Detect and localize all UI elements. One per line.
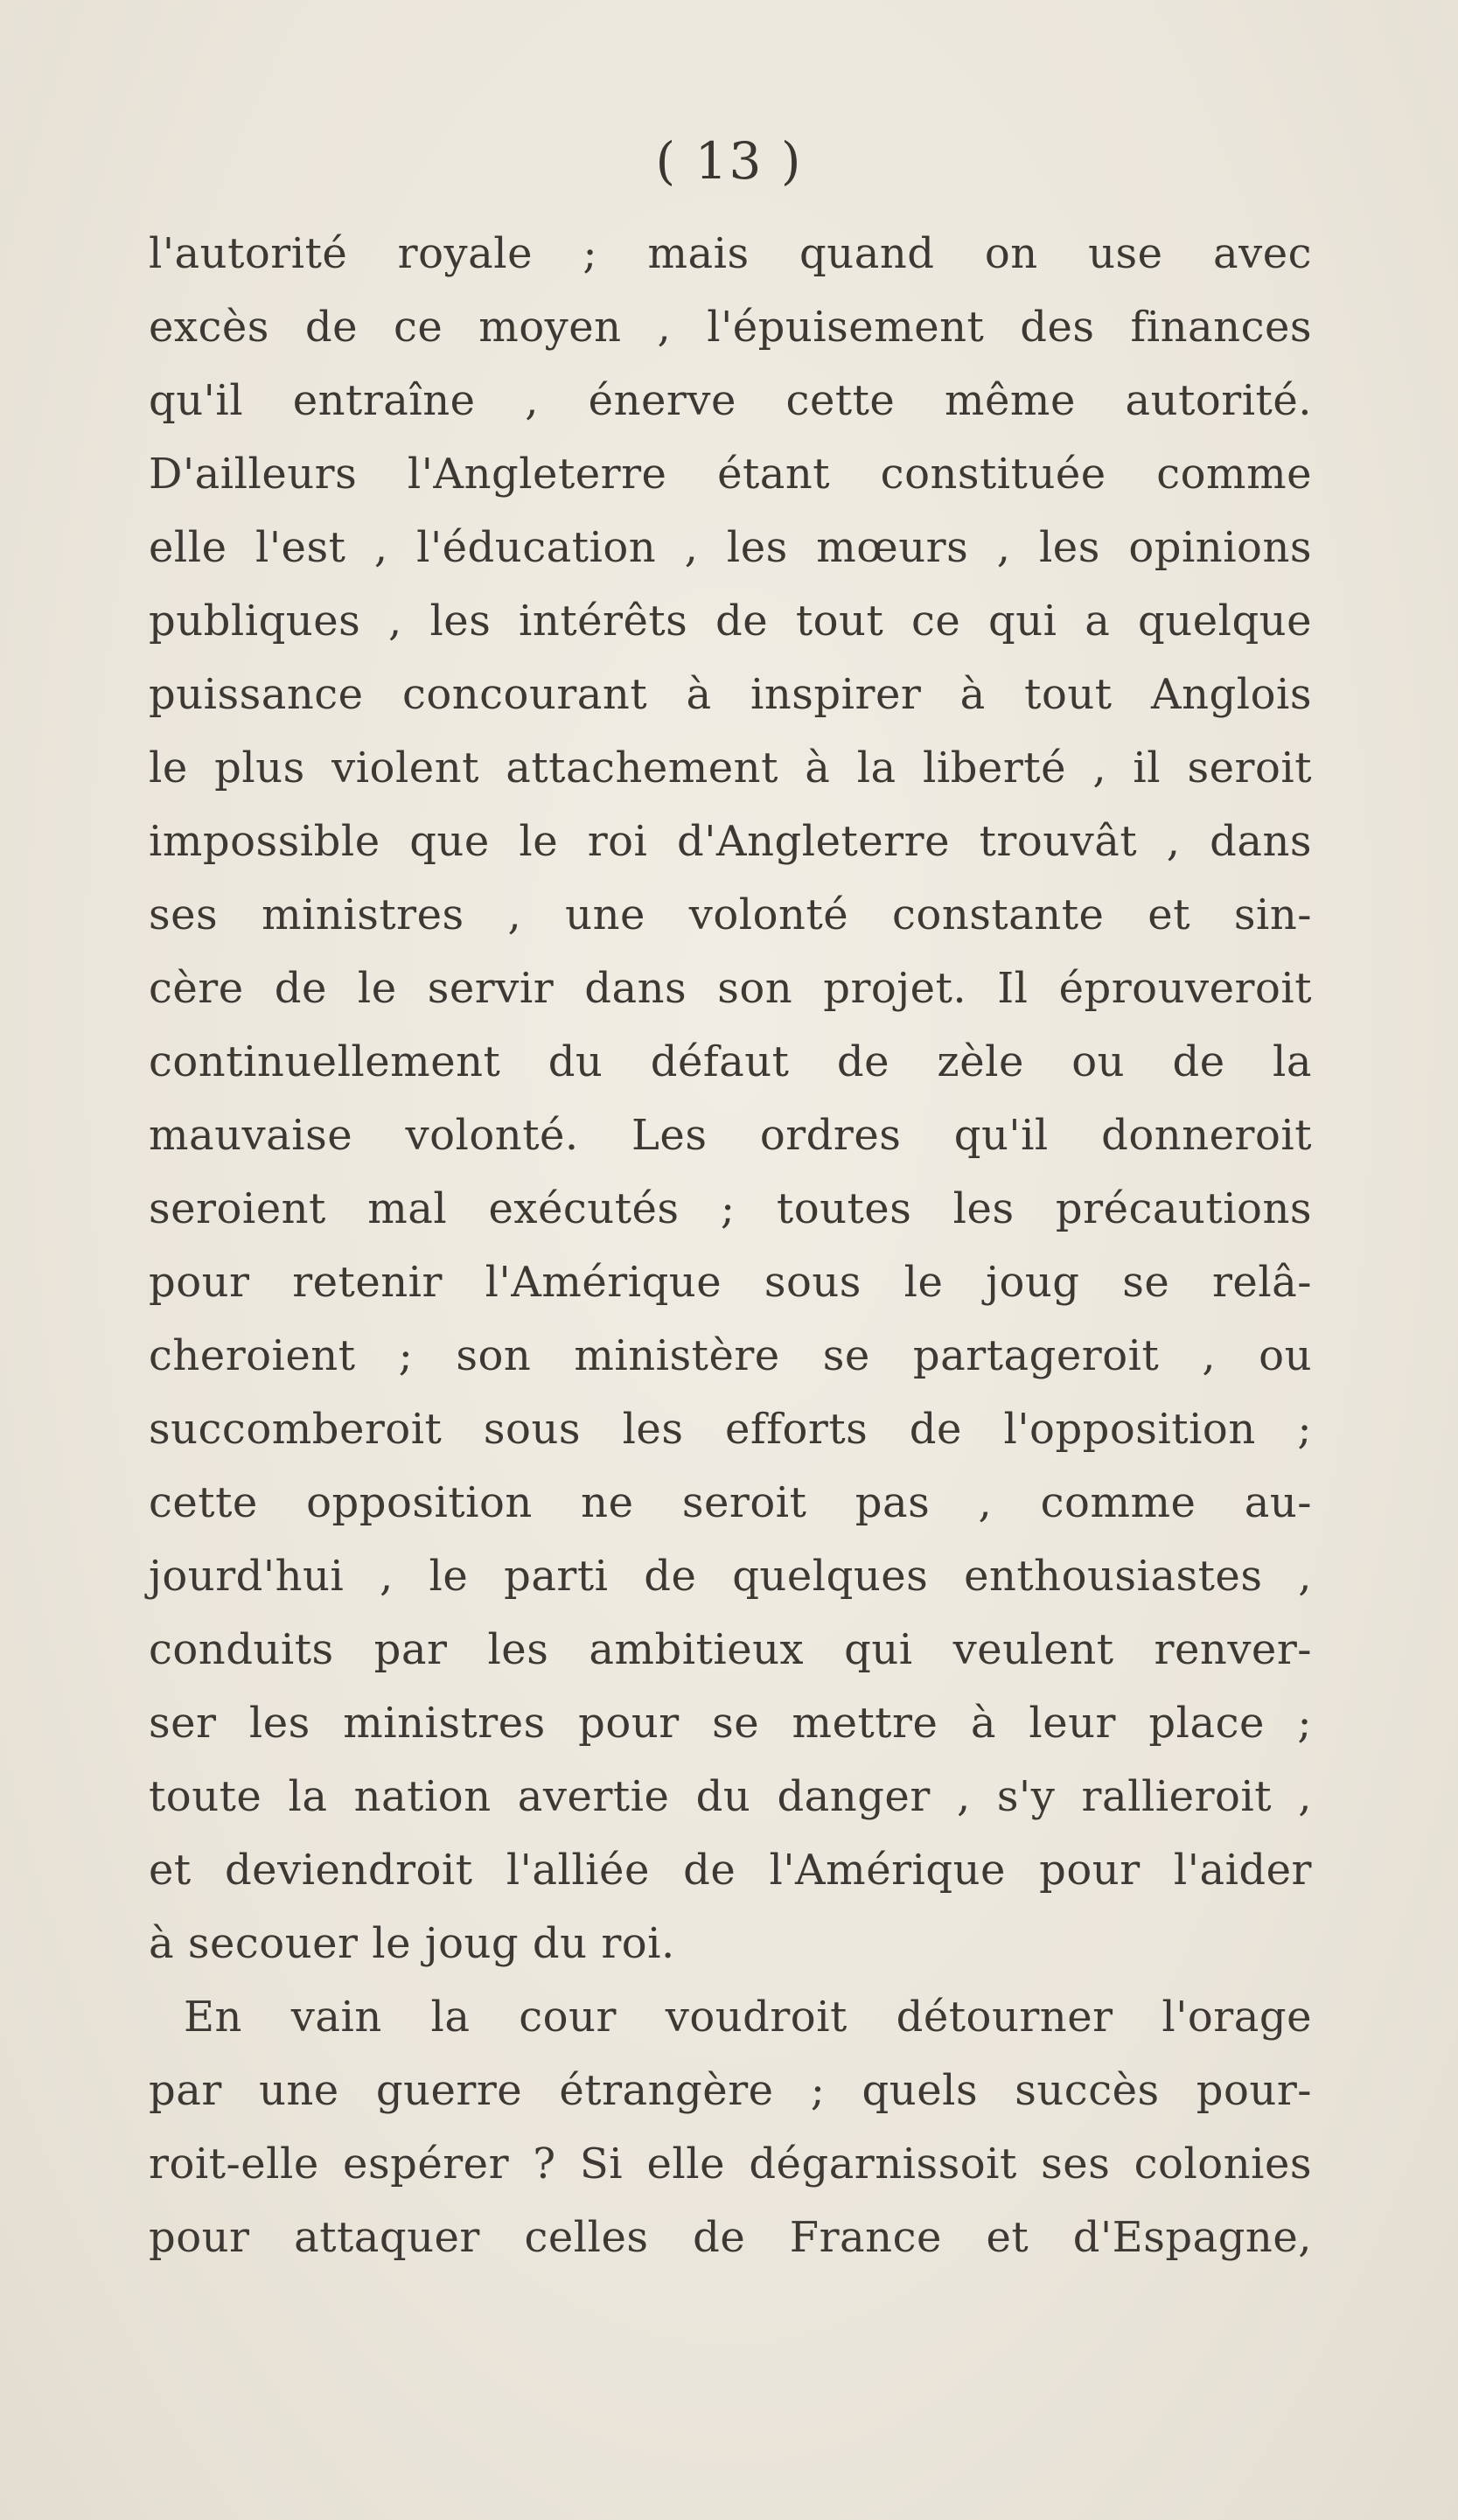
text-line: cette opposition ne seroit pas , comme au-: [149, 1478, 1312, 1527]
text-line: ses ministres , une volonté constante et sin-: [149, 890, 1312, 939]
body-text: [149, 217, 1312, 2274]
text-line: cère de le servir dans son projet. Il éprouveroit: [149, 964, 1312, 1013]
text-line: En vain la cour voudroit détourner l'orage: [184, 1993, 1312, 2042]
text-line: toute la nation avertie du danger , s'y rallieroit ,: [149, 1772, 1312, 1821]
text-line: conduits par les ambitieux qui veulent renver-: [149, 1625, 1312, 1674]
text-line: D'ailleurs l'Angleterre étant constituée comme: [149, 450, 1312, 499]
text-line: puissance concourant à inspirer à tout Anglois: [149, 670, 1312, 719]
text-line: par une guerre étrangère ; quels succès pour-: [149, 2066, 1312, 2115]
page-number: ( 13 ): [655, 131, 803, 191]
text-line: l'autorité royale ; mais quand on use avec: [149, 229, 1312, 278]
text-line: publiques , les intérêts de tout ce qui a quelque: [149, 597, 1312, 646]
text-line: à secouer le joug du roi.: [149, 1919, 675, 1968]
text-line: qu'il entraîne , énerve cette même autorité.: [149, 376, 1312, 425]
text-line: seroient mal exécutés ; toutes les précautions: [149, 1184, 1312, 1233]
text-line: pour attaquer celles de France et d'Espagne,: [149, 2213, 1312, 2262]
text-line: succomberoit sous les efforts de l'opposition ;: [149, 1405, 1312, 1454]
text-line: et deviendroit l'alliée de l'Amérique pour l'aider: [149, 1846, 1312, 1895]
text-line: continuellement du défaut de zèle ou de la: [149, 1037, 1312, 1086]
text-line: le plus violent attachement à la liberté , il seroit: [149, 743, 1312, 792]
text-line: ser les ministres pour se mettre à leur place ;: [149, 1699, 1312, 1748]
text-line: roit-elle espérer ? Si elle dégarnissoit ses colonies: [149, 2140, 1312, 2188]
text-line: excès de ce moyen , l'épuisement des finances: [149, 303, 1312, 352]
text-line: pour retenir l'Amérique sous le joug se relâ-: [149, 1258, 1312, 1307]
text-line: jourd'hui , le parti de quelques enthousiastes ,: [149, 1552, 1312, 1601]
text-line: elle l'est , l'éducation , les mœurs , les opinions: [149, 523, 1312, 572]
text-line: cheroient ; son ministère se partageroit , ou: [149, 1331, 1312, 1380]
text-line: mauvaise volonté. Les ordres qu'il donneroit: [149, 1111, 1312, 1160]
text-line: impossible que le roi d'Angleterre trouvât , dans: [149, 817, 1312, 866]
